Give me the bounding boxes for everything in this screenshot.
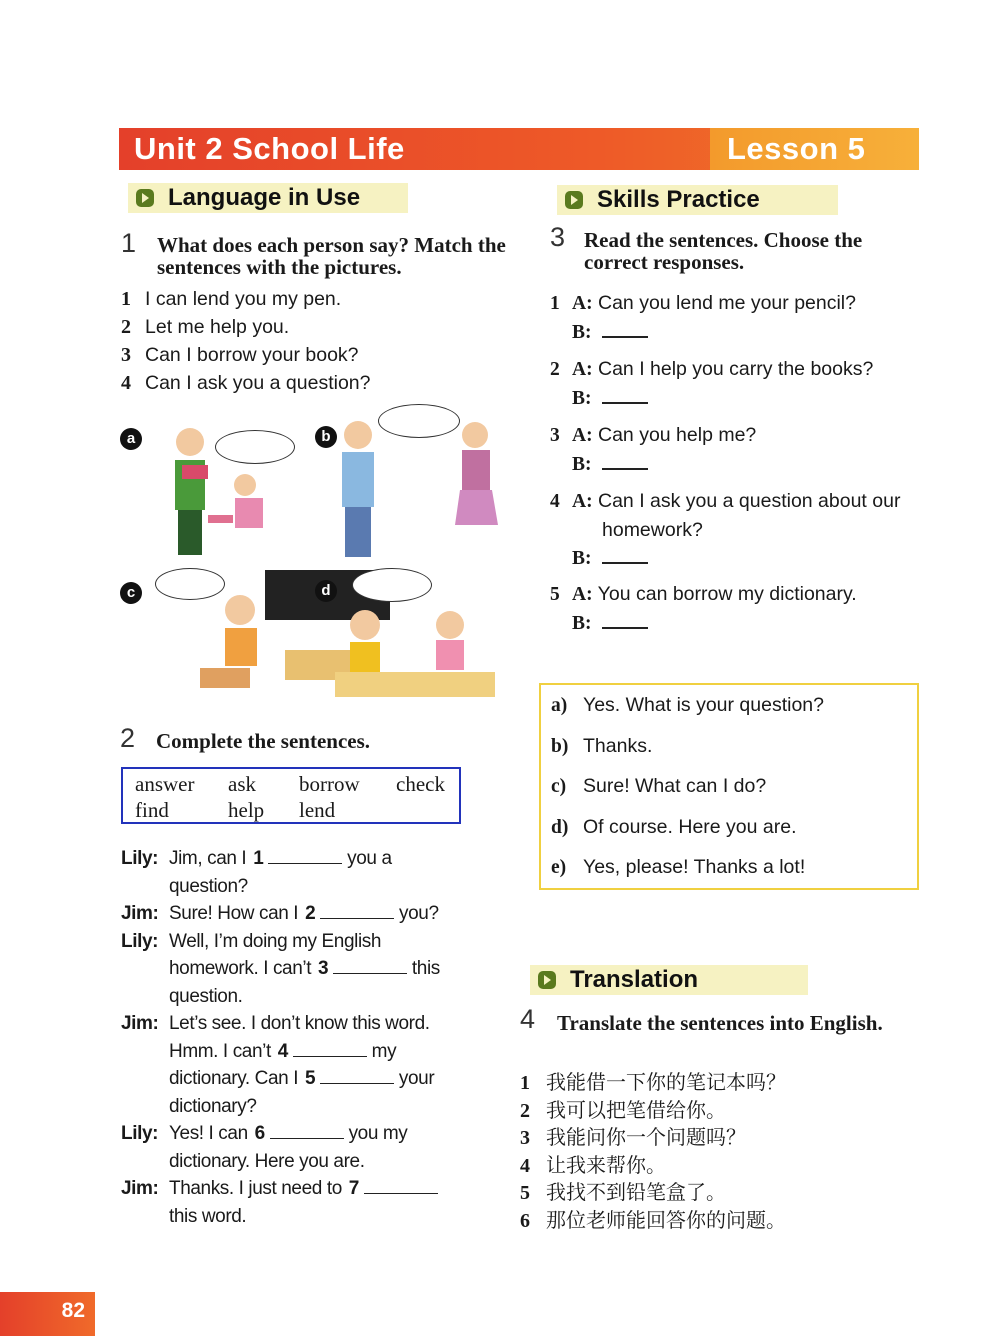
exchange: 4 A: Can I ask you a question about our homework? B: xyxy=(550,490,901,569)
word: ask xyxy=(228,772,256,796)
answer-blank[interactable] xyxy=(293,1039,367,1057)
dialogue-line: homework. I can’t 3 this xyxy=(169,958,440,979)
question-4-prompt: Translate the sentences into English. xyxy=(557,1011,883,1035)
dialogue-line: Lily: Jim, can I 1 you a xyxy=(121,848,392,869)
word: check xyxy=(396,772,445,796)
unit-title: Unit 2 School Life xyxy=(134,131,405,166)
list-item: 1 I can lend you my pen. xyxy=(121,288,342,310)
dialogue-line: Hmm. I can’t 4 my xyxy=(169,1040,397,1062)
list-item: 6 那位老师能回答你的问题。 xyxy=(520,1209,786,1232)
play-icon xyxy=(136,189,154,207)
picture-label-d: d xyxy=(315,580,337,602)
answer-blank[interactable] xyxy=(602,562,648,564)
section-title: Translation xyxy=(570,966,699,993)
dialogue-line: dictionary. Here you are. xyxy=(169,1150,365,1172)
list-item: 3 Can I borrow your book? xyxy=(121,344,359,366)
exchange: 1 A: Can you lend me your pencil? B: xyxy=(550,292,856,343)
section-title: Skills Practice xyxy=(597,186,760,213)
response-option: d) Of course. Here you are. xyxy=(551,815,797,838)
word: borrow xyxy=(299,772,360,796)
illustrations xyxy=(120,400,510,705)
list-item: 3 我能问你一个问题吗？ xyxy=(520,1127,746,1149)
section-translation xyxy=(530,965,808,995)
q3-items xyxy=(550,289,900,646)
section-skills-practice xyxy=(557,185,838,215)
dialogue-line: Jim: Let’s see. I don’t know this word. xyxy=(121,1013,430,1034)
word: answer xyxy=(135,772,195,796)
question-3-prompt: Read the sentences. Choose the correct responses. xyxy=(584,228,863,274)
responses-box xyxy=(539,683,919,890)
dialogue xyxy=(121,845,440,1230)
answer-blank[interactable] xyxy=(270,1121,344,1139)
answer-blank[interactable] xyxy=(364,1176,438,1194)
question-number: 1 xyxy=(121,228,137,258)
question-number: 2 xyxy=(120,723,136,753)
answer-blank[interactable] xyxy=(602,627,648,629)
answer-blank[interactable] xyxy=(602,402,648,404)
answer-blank[interactable] xyxy=(602,336,648,338)
question-number: 4 xyxy=(520,1004,536,1034)
section-language-in-use xyxy=(128,183,408,213)
translation-list xyxy=(520,1070,786,1235)
question-2-prompt: Complete the sentences. xyxy=(156,729,371,753)
answer-blank[interactable] xyxy=(333,956,407,974)
speech-bubble xyxy=(155,568,225,600)
lesson-title: Lesson 5 xyxy=(727,131,866,166)
list-item: 2 我可以把笔借给你。 xyxy=(520,1099,726,1122)
dialogue-line: dictionary. Can I 5 your xyxy=(169,1068,435,1089)
word: find xyxy=(135,798,169,822)
answer-blank[interactable] xyxy=(602,468,648,470)
word: help xyxy=(228,798,265,822)
list-item: 4 让我来帮你。 xyxy=(520,1154,666,1177)
dialogue-line: Jim: Thanks. I just need to 7 xyxy=(121,1175,440,1203)
answer-blank[interactable] xyxy=(268,846,342,864)
page-number: 82 xyxy=(0,1292,95,1336)
dialogue-line: Jim: Sure! How can I 2 you? xyxy=(121,903,439,924)
response-option: c) Sure! What can I do? xyxy=(551,775,767,797)
answer-blank[interactable] xyxy=(320,1066,394,1084)
speech-bubble xyxy=(352,568,432,602)
dialogue-line: question. xyxy=(169,985,243,1007)
exchange: 3 A: Can you help me? B: xyxy=(550,424,757,475)
speech-bubble xyxy=(215,430,295,464)
play-icon xyxy=(538,971,556,989)
play-icon xyxy=(565,191,583,209)
dialogue-line: question? xyxy=(169,875,248,897)
exchange: 5 A: You can borrow my dictionary. B: xyxy=(550,583,857,634)
q1-items xyxy=(121,285,370,397)
picture-label-a: a xyxy=(120,428,142,450)
exchange: 2 A: Can I help you carry the books? B: xyxy=(550,358,874,409)
picture-label-c: c xyxy=(120,582,142,604)
list-item: 2 Let me help you. xyxy=(121,316,290,338)
list-item: 5 我找不到铅笔盒了。 xyxy=(520,1182,726,1204)
response-option: a) Yes. What is your question? xyxy=(551,694,824,716)
question-number: 3 xyxy=(550,222,566,252)
list-item: 4 Can I ask you a question? xyxy=(121,372,371,394)
section-title: Language in Use xyxy=(168,184,361,211)
answer-blank[interactable] xyxy=(320,901,394,919)
dialogue-line: Lily: Yes! I can 6 you my xyxy=(121,1123,408,1144)
question-1-prompt: What does each person say? Match the sentences with the pictures. xyxy=(157,233,506,279)
children-illustration xyxy=(140,410,510,705)
dialogue-line: dictionary? xyxy=(169,1095,257,1117)
word-box xyxy=(121,767,461,824)
speech-bubble xyxy=(378,404,460,438)
response-option: e) Yes, please! Thanks a lot! xyxy=(551,856,806,878)
word: lend xyxy=(299,798,336,822)
picture-label-b: b xyxy=(315,426,337,448)
list-item: 1 我能借一下你的笔记本吗？ xyxy=(520,1072,786,1094)
dialogue-line: Lily: Well, I’m doing my English xyxy=(121,930,382,952)
response-option: b) Thanks. xyxy=(551,734,653,757)
dialogue-line: this word. xyxy=(169,1205,247,1227)
